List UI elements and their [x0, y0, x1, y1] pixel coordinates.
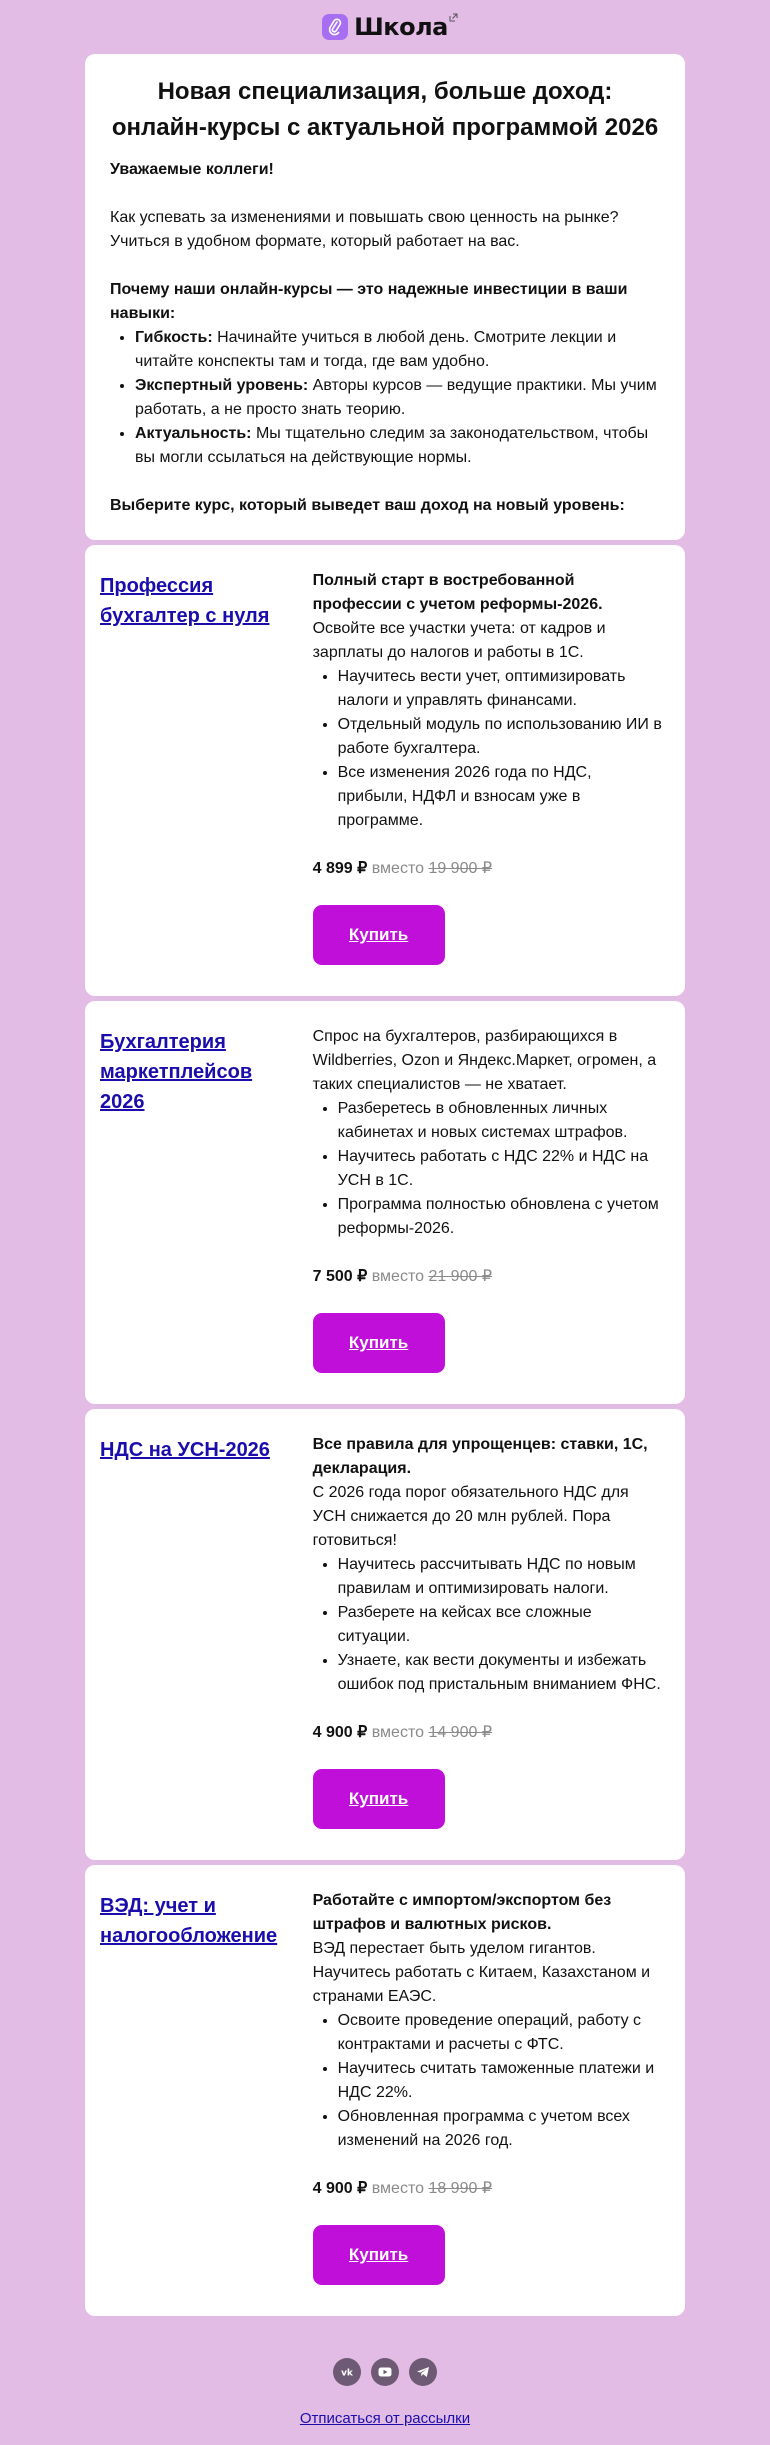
course-bullet: • Все изменения 2026 года по НДС, прибыли, НДФЛ и взносам уже в программе.	[338, 761, 665, 833]
youtube-icon[interactable]	[371, 2358, 399, 2386]
instead-label: вместо	[371, 1268, 424, 1285]
course-bullets	[338, 665, 665, 833]
course-card	[85, 545, 685, 996]
course-bullet: • Программа полностью обновлена с учетом реформы-2026.	[338, 1193, 665, 1241]
course-bullet: • Отдельный модуль по использованию ИИ в работе бухгалтера.	[338, 713, 665, 761]
svg-text:vk: vk	[341, 2368, 353, 2377]
benefit-item	[135, 422, 660, 470]
instead-label: вместо	[371, 1724, 424, 1741]
course-bullets	[338, 2009, 665, 2153]
course-card	[85, 1001, 685, 1404]
instead-label: вместо	[371, 2180, 424, 2197]
footer	[0, 2358, 770, 2428]
why-heading: Почему наши онлайн-курсы — это надежные инвестиции в ваши навыки:	[110, 281, 628, 322]
course-title-column	[100, 569, 295, 965]
course-details	[313, 1025, 665, 1373]
course-title-link[interactable]: Профессия бухгалтер с нуля	[100, 575, 270, 627]
greeting: Уважаемые коллеги!	[110, 161, 274, 178]
old-price: 14 900 ₽	[428, 1724, 492, 1741]
course-lead: Полный старт в востребованной профессии с учетом реформы-2026.	[312, 572, 603, 613]
intro-paragraph: Как успевать за изменениями и повышать свою ценность на рынке? Учиться в удобном формате, который работает на вас.	[110, 209, 619, 250]
unsubscribe-link[interactable]: Отписаться от рассылки	[299, 2410, 471, 2427]
course-description: Спрос на бухгалтеров, разбирающихся в Wildberries, Ozon и Яндекс.Маркет, огромен, а таких специалистов — не хватает.	[312, 1028, 657, 1093]
course-title-column	[100, 1025, 295, 1373]
buy-button[interactable]: Купить	[313, 1769, 445, 1829]
course-bullet: • Разберетесь в обновленных личных кабинетах и новых системах штрафов.	[338, 1097, 665, 1145]
benefit-text: Авторы курсов — ведущие практики. Мы учим работать, а не просто знать теорию.	[135, 377, 657, 418]
current-price: 4 900 ₽	[312, 2180, 368, 2197]
current-price: 4 900 ₽	[312, 1724, 368, 1741]
instead-label: вместо	[371, 860, 424, 877]
paperclip-icon	[322, 14, 348, 40]
course-price	[313, 1265, 665, 1289]
external-link-icon	[449, 9, 458, 27]
benefit-term: Гибкость:	[135, 329, 213, 346]
course-bullet: • Научитесь вести учет, оптимизировать налоги и управлять финансами.	[338, 665, 665, 713]
course-bullet: • Научитесь работать с НДС 22% и НДС на УСН в 1С.	[338, 1145, 665, 1193]
course-title-column	[100, 1889, 295, 2285]
old-price: 18 990 ₽	[428, 2180, 492, 2197]
benefits-list	[135, 326, 660, 470]
school-logo[interactable]	[322, 13, 448, 41]
benefit-text: Мы тщательно следим за законодательством, чтобы вы могли ссылаться на действующие нормы.	[135, 425, 649, 466]
page-title: Новая специализация, больше доход: онлайн-курсы с актуальной программой 2026	[111, 78, 659, 141]
vk-icon[interactable]	[333, 2358, 361, 2386]
course-description: Освойте все участки учета: от кадров и зарплаты до налогов и работы в 1С.	[312, 620, 606, 661]
course-description: ВЭД перестает быть уделом гигантов. Научитесь работать с Китаем, Казахстаном и странами ЕАЭС.	[312, 1940, 651, 2005]
old-price: 21 900 ₽	[428, 1268, 492, 1285]
course-description: С 2026 года порог обязательного НДС для УСН снижается до 20 млн рублей. Пора готовиться!	[312, 1484, 629, 1549]
course-bullets	[338, 1553, 665, 1697]
course-bullet: • Обновленная программа с учетом всех изменений на 2026 год.	[338, 2105, 665, 2153]
course-details	[313, 1433, 665, 1829]
course-details	[313, 569, 665, 965]
course-title-link[interactable]: НДС на УСН-2026	[100, 1439, 270, 1461]
benefit-item	[135, 326, 660, 374]
buy-button[interactable]: Купить	[313, 2225, 445, 2285]
telegram-icon[interactable]	[409, 2358, 437, 2386]
benefit-term: Экспертный уровень:	[135, 377, 309, 394]
benefit-item	[135, 374, 660, 422]
course-title-column	[100, 1433, 295, 1829]
course-lead: Работайте с импортом/экспортом без штрафов и валютных рисков.	[312, 1892, 612, 1933]
benefit-term: Актуальность:	[135, 425, 252, 442]
course-card	[85, 1409, 685, 1860]
header	[0, 0, 770, 54]
course-price	[313, 857, 665, 881]
course-bullet: • Узнаете, как вести документы и избежать ошибок под пристальным вниманием ФНС.	[338, 1649, 665, 1697]
course-bullet: • Освоите проведение операций, работу с контрактами и расчеты с ФТС.	[338, 2009, 665, 2057]
logo-text: Школа	[354, 13, 448, 41]
course-card	[85, 1865, 685, 2316]
intro-card	[85, 54, 685, 540]
benefit-text: Начинайте учиться в любой день. Смотрите лекции и читайте конспекты там и тогда, где вам удобно.	[135, 329, 617, 370]
course-lead: Все правила для упрощенцев: ставки, 1С, декларация.	[312, 1436, 648, 1477]
course-title-link[interactable]: Бухгалтерия маркетплейсов 2026	[100, 1031, 253, 1113]
course-bullet: • Научитесь рассчитывать НДС по новым правилам и оптимизировать налоги.	[338, 1553, 665, 1601]
course-price	[313, 1721, 665, 1745]
course-bullets	[338, 1097, 665, 1241]
course-title-link[interactable]: ВЭД: учет и налогообложение	[100, 1895, 278, 1947]
buy-button[interactable]: Купить	[313, 1313, 445, 1373]
call-to-action: Выберите курс, который выведет ваш доход на новый уровень:	[110, 497, 625, 514]
current-price: 4 899 ₽	[312, 860, 368, 877]
buy-button[interactable]: Купить	[313, 905, 445, 965]
course-price	[313, 2177, 665, 2201]
course-bullet: • Научитесь считать таможенные платежи и НДС 22%.	[338, 2057, 665, 2105]
course-bullet: • Разберете на кейсах все сложные ситуации.	[338, 1601, 665, 1649]
current-price: 7 500 ₽	[312, 1268, 368, 1285]
social-links	[0, 2358, 770, 2386]
old-price: 19 900 ₽	[428, 860, 492, 877]
course-details	[313, 1889, 665, 2285]
